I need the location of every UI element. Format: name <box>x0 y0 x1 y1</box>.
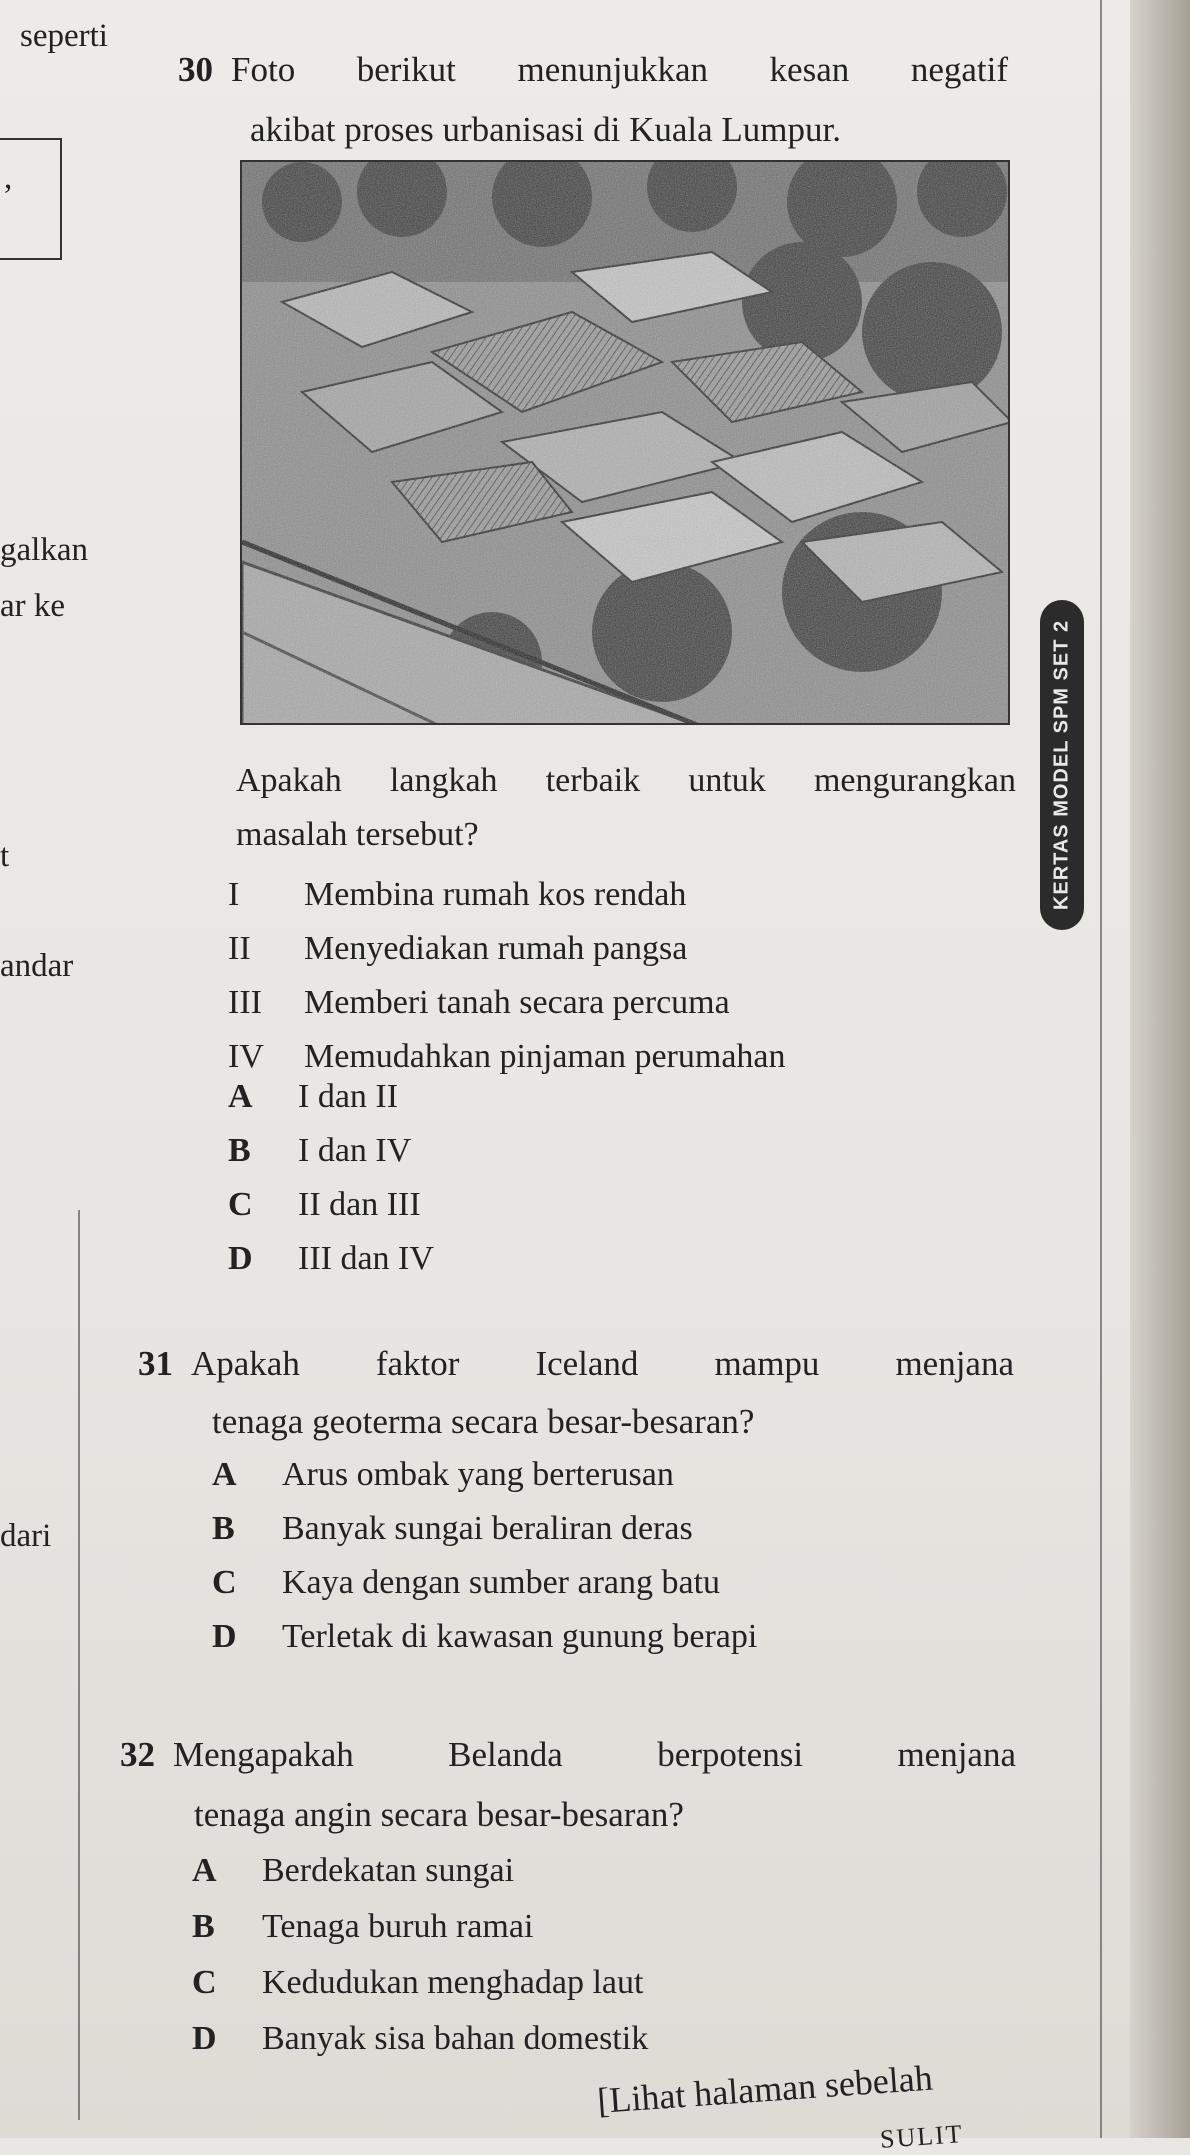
margin-fragment-dari: dari <box>0 1518 52 1554</box>
q32-option-c[interactable]: C Kedudukan menghadap laut <box>192 1964 644 2001</box>
spine-label-tab <box>1040 600 1084 930</box>
q30-stem-line1: Foto berikut menunjukkan kesan negatif <box>231 50 1008 89</box>
q31-options <box>212 1448 757 1664</box>
q31-number: 31 <box>138 1344 173 1383</box>
q30-stem <box>178 40 1008 160</box>
left-column-box <box>0 138 62 260</box>
page-fold-line <box>1100 0 1102 2138</box>
q32-option-b[interactable]: B Tenaga buruh ramai <box>192 1908 534 1945</box>
q31-stem-line2: tenaga geoterma secara besar-besaran? <box>212 1402 755 1441</box>
q32-stem-line1: Mengapakah Belanda berpotensi menjana <box>173 1735 1016 1774</box>
margin-fragment-comma: , <box>4 160 13 196</box>
q32-option-d[interactable]: D Banyak sisa bahan domestik <box>192 2020 649 2057</box>
q32-number: 32 <box>120 1735 155 1774</box>
margin-fragment-galkan: galkan <box>0 532 88 568</box>
q31-option-d[interactable]: D Terletak di kawasan gunung berapi <box>212 1618 758 1655</box>
q30-statement-4: IV Memudahkan pinjaman perumahan <box>228 1038 786 1075</box>
q30-number: 30 <box>178 50 213 89</box>
q30-question <box>236 754 1016 862</box>
photo-illustration <box>242 162 1010 725</box>
q30-statements <box>228 868 786 1084</box>
margin-fragment-seperti: seperti <box>20 18 108 54</box>
q31-stem-line1: Apakah faktor Iceland mampu menjana <box>191 1344 1014 1383</box>
q30-question-line2: masalah tersebut? <box>236 816 479 853</box>
q31-option-a[interactable]: A Arus ombak yang berterusan <box>212 1456 674 1493</box>
q30-option-a[interactable]: A I dan II <box>228 1078 399 1115</box>
margin-fragment-ar-ke: ar ke <box>0 588 66 624</box>
q30-options <box>228 1070 434 1286</box>
urban-squatter-photo <box>240 160 1010 725</box>
margin-fragment-andar: andar <box>0 948 74 984</box>
q32-stem <box>120 1725 1016 1845</box>
spine-label-text: KERTAS MODEL SPM SET 2 <box>1050 619 1073 911</box>
sulit-mark: SULIT <box>879 2119 965 2154</box>
q31-option-c[interactable]: C Kaya dengan sumber arang batu <box>212 1564 721 1601</box>
q31-option-b[interactable]: B Banyak sungai beraliran deras <box>212 1510 693 1547</box>
q32-options <box>192 1843 648 2067</box>
q30-stem-line2: akibat proses urbanisasi di Kuala Lumpur. <box>250 110 841 149</box>
page-edge-shadow <box>1130 0 1190 2138</box>
next-page-note: [Lihat halaman sebelah <box>596 2057 934 2121</box>
q30-option-c[interactable]: C II dan III <box>228 1186 421 1223</box>
q30-option-d[interactable]: D III dan IV <box>228 1240 434 1277</box>
q31-stem <box>138 1335 1014 1451</box>
margin-fragment-t: t <box>0 838 10 874</box>
q30-statement-1: I Membina rumah kos rendah <box>228 876 687 913</box>
q30-statement-3: III Memberi tanah secara percuma <box>228 984 730 1021</box>
q30-question-line1: Apakah langkah terbaik untuk mengurangkan <box>236 762 1016 799</box>
q30-statement-2: II Menyediakan rumah pangsa <box>228 930 688 967</box>
column-divider <box>78 1210 80 2120</box>
q30-option-b[interactable]: B I dan IV <box>228 1132 412 1169</box>
q32-option-a[interactable]: A Berdekatan sungai <box>192 1852 515 1889</box>
q32-stem-line2: tenaga angin secara besar-besaran? <box>194 1795 684 1834</box>
